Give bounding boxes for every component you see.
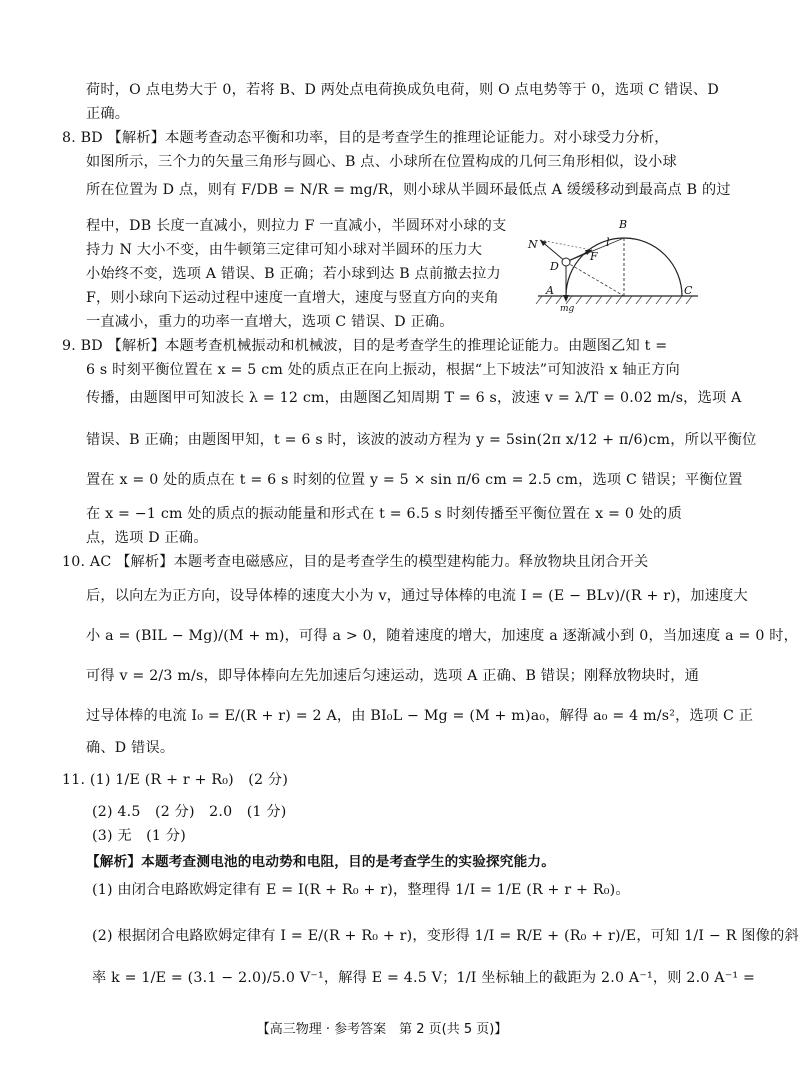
- force-diagram-figure: [528, 212, 706, 312]
- text-line: 持力 N 大小不变，由牛顿第三定律可知小球对半圆环的压力大: [86, 242, 483, 258]
- analysis-heading: 【解析】本题考查测电池的电动势和电阻，目的是考查学生的实验探究能力。: [86, 854, 555, 870]
- text-line: 确、D 错误。: [86, 740, 175, 756]
- text-line: (3) 无 (1 分): [92, 828, 186, 844]
- label-C: C: [684, 284, 693, 297]
- answer-10-heading: 10. AC 【解析】本题考查电磁感应，目的是考查学生的模型建构能力。释放物块且闭合开关: [62, 554, 649, 570]
- answer-11-heading: 11. (1) 1/E (R + r + R₀) (2 分): [62, 772, 289, 788]
- page-footer: 【高三物理 · 参考答案 第 2 页(共 5 页)】: [256, 1022, 508, 1037]
- answer-9-heading: 9. BD 【解析】本题考查机械振动和机械波，目的是考查学生的推理论证能力。由题图乙知 t =: [62, 338, 668, 354]
- label-D: D: [550, 260, 559, 273]
- answer-8-heading: 8. BD 【解析】本题考查动态平衡和功率，目的是考查学生的推理论证能力。对小球受力分析，: [62, 130, 669, 146]
- text-line: 传播，由题图甲可知波长 λ = 12 cm，由题图乙知周期 T = 6 s，波速 v = λ/T = 0.02 m/s，选项 A: [86, 390, 742, 406]
- label-F: F: [590, 250, 598, 263]
- label-N: N: [528, 238, 538, 251]
- text-line: 在 x = −1 cm 处的质点的振动能量和形式在 t = 6.5 s 时刻传播至平衡位置在 x = 0 处的质: [86, 506, 682, 522]
- label-mg: mg: [560, 304, 575, 314]
- label-A: A: [546, 284, 554, 297]
- text-line: 一直减小，重力的功率一直增大，选项 C 错误、D 正确。: [86, 314, 454, 330]
- text-line: 错误、B 正确；由题图甲知，t = 6 s 时，该波的波动方程为 y = 5sin(2π x/12 + π/6)cm，所以平衡位: [86, 432, 757, 448]
- text-line: 所在位置为 D 点，则有 F/DB = N/R = mg/R，则小球从半圆环最低点 A 缓缓移动到最高点 B 的过: [86, 182, 731, 198]
- text-line: 可得 v = 2/3 m/s，即导体棒向左先加速后匀速运动，选项 A 正确、B 错误；刚释放物块时，通: [86, 668, 700, 684]
- label-B: B: [619, 218, 628, 231]
- text-line: 过导体棒的电流 I₀ = E/(R + r) = 2 A，由 BI₀L − Mg = (M + m)a₀，解得 a₀ = 4 m/s²，选项 C 正: [86, 708, 754, 724]
- text-line: 率 k = 1/E = (3.1 − 2.0)/5.0 V⁻¹，解得 E = 4.5 V；1/I 坐标轴上的截距为 2.0 A⁻¹，则 2.0 A⁻¹ =: [92, 970, 756, 986]
- text-line: 如图所示，三个力的矢量三角形与圆心、B 点、小球所在位置构成的几何三角形相似，设小球: [86, 154, 677, 170]
- text-line: 小始终不变，选项 A 错误、B 正确；若小球到达 B 点前撤去拉力: [86, 266, 501, 282]
- text-line: 后，以向左为正方向，设导体棒的速度大小为 v，通过导体棒的电流 I = (E − BLv)/(R + r)，加速度大: [86, 588, 748, 604]
- text-line: 正确。: [86, 106, 130, 122]
- text-line: 荷时，O 点电势大于 0，若将 B、D 两处点电荷换成负电荷，则 O 点电势等于 0，选项 C 错误、D: [86, 82, 719, 98]
- text-line: 小 a = (BIL − Mg)/(M + m)，可得 a > 0，随着速度的增大，加速度 a 逐渐减小到 0，当加速度 a = 0 时，: [86, 628, 799, 644]
- text-line: 点，选项 D 正确。: [86, 530, 208, 546]
- text-line: (2) 根据闭合电路欧姆定律有 I = E/(R + R₀ + r)，变形得 1/I = R/E + (R₀ + r)/E，可知 1/I − R 图像的斜: [92, 928, 799, 944]
- text-line: 6 s 时刻平衡位置在 x = 5 cm 处的质点正在向上振动，根据“上下坡法”可知波沿 x 轴正方向: [86, 362, 680, 378]
- text-line: (2) 4.5 (2 分) 2.0 (1 分): [92, 804, 287, 820]
- text-line: 置在 x = 0 处的质点在 t = 6 s 时刻的位置 y = 5 × sin π/6 cm = 2.5 cm，选项 C 错误；平衡位置: [86, 472, 743, 488]
- text-line: (1) 由闭合电路欧姆定律有 E = I(R + R₀ + r)，整理得 1/I = 1/E (R + r + R₀)。: [92, 882, 630, 898]
- label-l: l: [606, 236, 610, 249]
- text-line: 程中，DB 长度一直减小，则拉力 F 一直减小，半圆环对小球的支: [86, 218, 507, 234]
- text-line: F，则小球向下运动过程中速度一直增大，速度与竖直方向的夹角: [86, 290, 499, 306]
